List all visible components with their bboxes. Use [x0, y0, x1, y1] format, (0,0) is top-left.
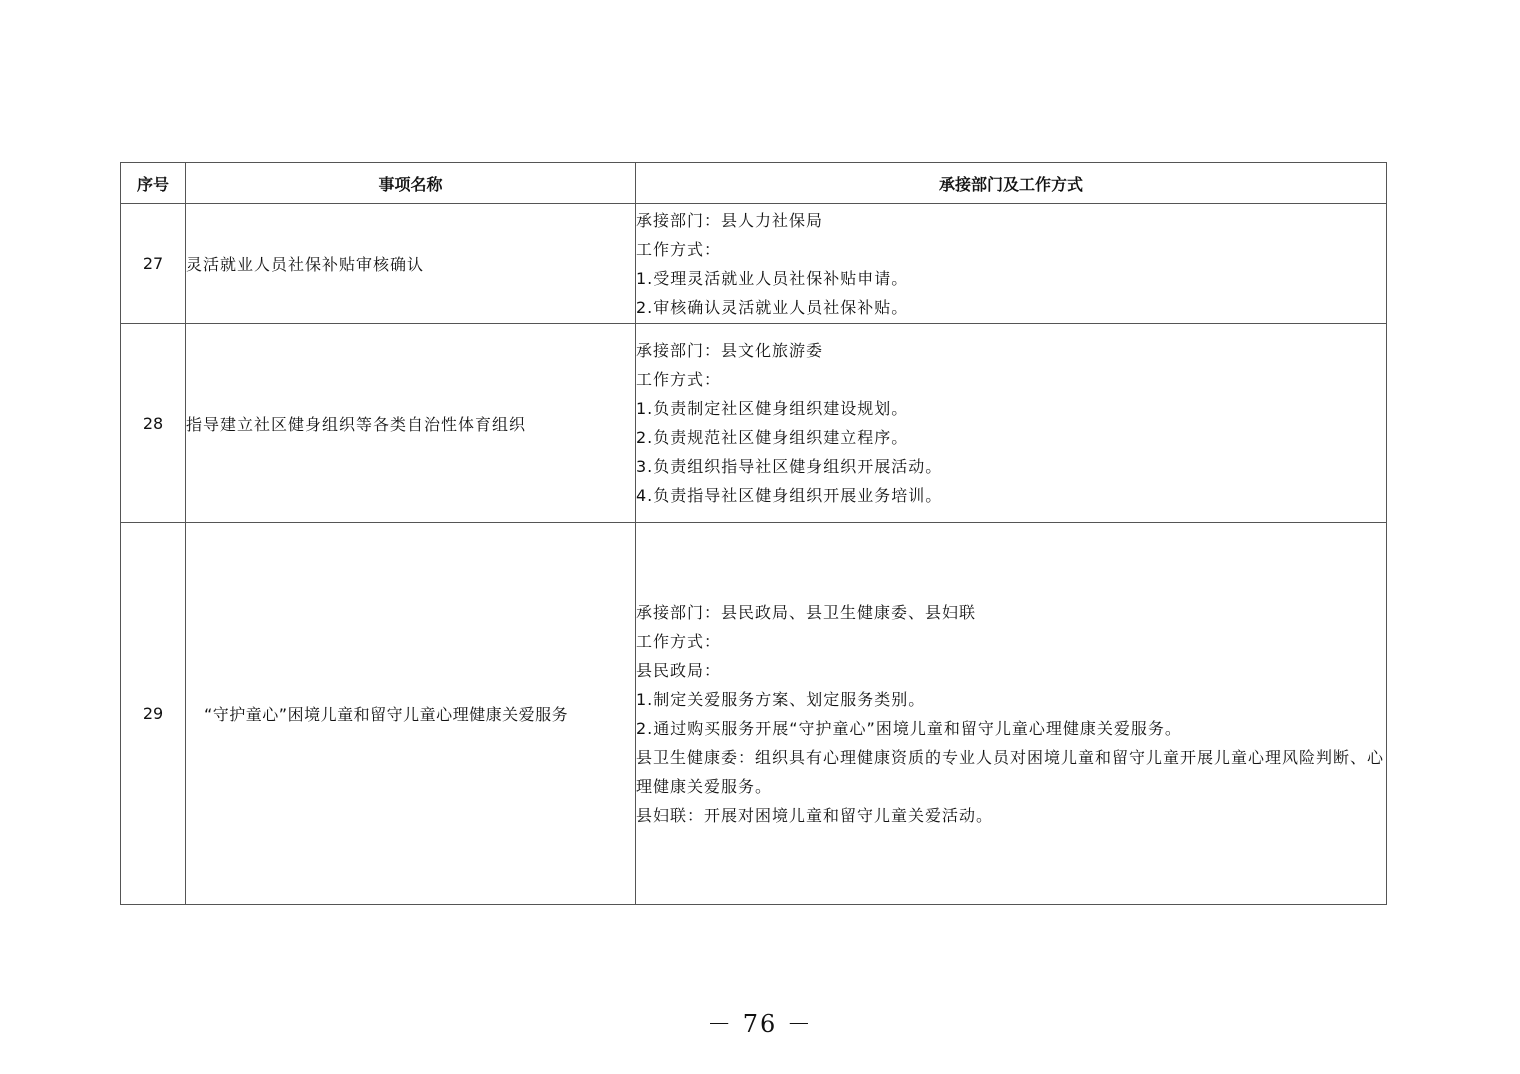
header-item-name: 事项名称	[186, 163, 636, 204]
table-row	[121, 324, 1387, 523]
table-row	[121, 204, 1387, 324]
description-line: 县民政局：	[636, 660, 722, 680]
row-number: 28	[121, 324, 186, 523]
description-line: 2.审核确认灵活就业人员社保补贴。	[636, 297, 909, 317]
description-line: 工作方式：	[636, 239, 722, 259]
row-item-name: “守护童心”困境儿童和留守儿童心理健康关爱服务	[186, 523, 636, 905]
description-line: 县卫生健康委：组织具有心理健康资质的专业人员对困境儿童和留守儿童开展儿童心理风险判断、心理健康关爱服务。	[636, 747, 1385, 796]
table-row	[121, 523, 1387, 905]
description-line: 承接部门：县民政局、县卫生健康委、县妇联	[636, 602, 977, 622]
description-line: 1.受理灵活就业人员社保补贴申请。	[636, 268, 909, 288]
header-row	[121, 163, 1387, 204]
description-line: 工作方式：	[636, 631, 722, 651]
description-line: 4.负责指导社区健身组织开展业务培训。	[636, 486, 943, 505]
header-department-method: 承接部门及工作方式	[636, 163, 1387, 204]
description-line: 工作方式：	[636, 370, 722, 389]
row-description	[636, 324, 1387, 523]
row-description	[636, 204, 1387, 324]
description-line: 2.负责规范社区健身组织建立程序。	[636, 428, 909, 447]
page-number: － 76 －	[707, 1010, 813, 1038]
description-line: 县妇联：开展对困境儿童和留守儿童关爱活动。	[636, 805, 994, 825]
header-serial: 序号	[121, 163, 186, 204]
description-line: 承接部门：县文化旅游委	[636, 341, 824, 360]
row-item-name: 灵活就业人员社保补贴审核确认	[186, 204, 636, 324]
row-number: 27	[121, 204, 186, 324]
row-number: 29	[121, 523, 186, 905]
description-line: 3.负责组织指导社区健身组织开展活动。	[636, 457, 943, 476]
items-table	[120, 162, 1387, 905]
description-line: 2.通过购买服务开展“守护童心”困境儿童和留守儿童心理健康关爱服务。	[636, 718, 1182, 738]
row-description	[636, 523, 1387, 905]
description-line: 承接部门：县人力社保局	[636, 210, 824, 230]
description-line: 1.负责制定社区健身组织建设规划。	[636, 399, 909, 418]
row-item-name: 指导建立社区健身组织等各类自治性体育组织	[186, 324, 636, 523]
description-line: 1.制定关爱服务方案、划定服务类别。	[636, 689, 926, 709]
